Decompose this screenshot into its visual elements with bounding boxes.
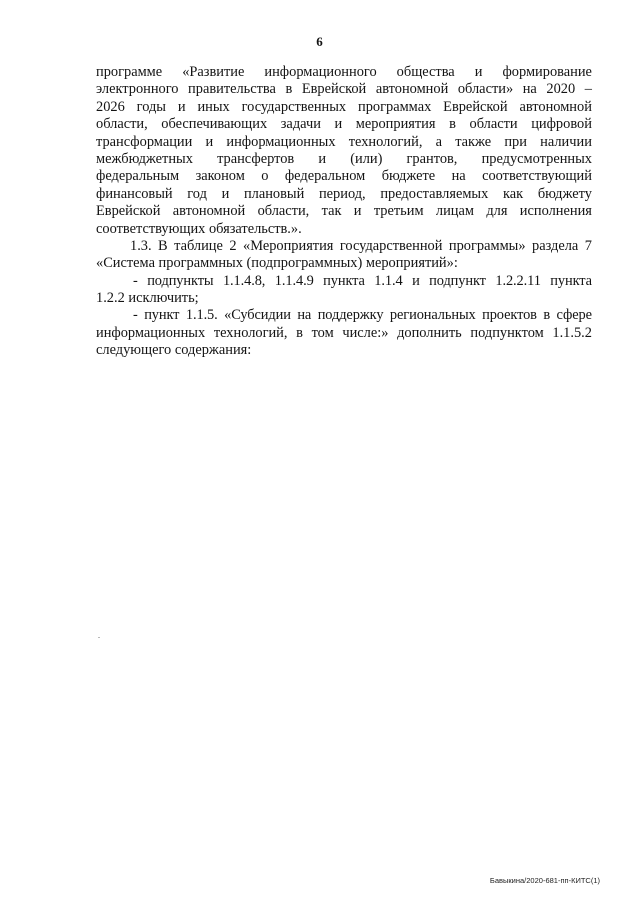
- paragraph-program-description: [96, 64, 592, 238]
- text-line: [96, 168, 592, 185]
- word: наличии: [540, 133, 592, 150]
- word: -: [133, 307, 138, 324]
- word: области: [469, 116, 518, 133]
- paragraph-table-amendment: [96, 238, 592, 273]
- word: и: [334, 116, 343, 133]
- document-body: [96, 64, 592, 360]
- word: обеспечивающих: [161, 116, 268, 133]
- word: региональных: [389, 307, 476, 324]
- word: формирование: [502, 64, 592, 80]
- word: 1.1.4.9: [274, 272, 314, 289]
- word: числе:»: [342, 324, 389, 341]
- word: программе: [96, 64, 163, 80]
- word: бюджету: [537, 185, 592, 202]
- word: 1.1.4: [374, 272, 403, 289]
- text-line: [96, 134, 592, 151]
- word: грантов,: [406, 150, 458, 167]
- word: информационных: [226, 133, 336, 150]
- word: плановый: [243, 185, 305, 202]
- word: иных: [197, 98, 230, 115]
- word: федеральным: [96, 168, 180, 185]
- word: «Развитие: [182, 64, 245, 80]
- word: проектов: [482, 307, 537, 324]
- text-line-last: следующего содержания:: [96, 342, 252, 359]
- word: правительства: [188, 81, 276, 98]
- word: том: [311, 324, 334, 341]
- word: программы»: [448, 237, 526, 254]
- word: в: [296, 324, 303, 341]
- word: раздела: [532, 237, 579, 254]
- word: подпункт: [429, 272, 486, 289]
- word: подпункты: [147, 272, 214, 289]
- text-line: [96, 151, 592, 168]
- word: пункта: [550, 272, 592, 289]
- word: –: [584, 81, 592, 98]
- word: 1.2.2.11: [495, 272, 541, 289]
- word: для: [486, 203, 508, 220]
- word: годы: [136, 98, 166, 115]
- text-line: [96, 99, 592, 116]
- text-line: [96, 307, 592, 324]
- word: технологий,: [348, 133, 423, 150]
- word: год: [187, 185, 207, 202]
- word: области»: [457, 81, 514, 98]
- word: предусмотренных: [481, 150, 592, 167]
- word: и: [318, 150, 327, 167]
- word: 2026: [96, 98, 125, 115]
- text-line: [96, 273, 592, 290]
- word: а: [435, 133, 442, 150]
- word: как: [502, 185, 524, 202]
- word: 2020: [546, 81, 576, 98]
- word: в: [285, 81, 293, 98]
- word: в: [449, 116, 456, 133]
- text-line: [96, 325, 592, 342]
- word: автономной: [519, 98, 592, 115]
- word: соответствующий: [482, 168, 592, 185]
- word: программах: [358, 98, 432, 115]
- word: автономной: [375, 81, 449, 98]
- word: государственных: [241, 98, 347, 115]
- word: общества: [396, 64, 455, 80]
- word: на: [522, 81, 537, 98]
- document-footer-code: Бавыкина/2020-681-пп-КИТС(1): [489, 876, 600, 885]
- word: 7: [584, 237, 592, 254]
- word: и: [205, 133, 214, 150]
- word: 2: [229, 237, 237, 254]
- word: на: [297, 307, 312, 324]
- text-line-last: «Система программных (подпрограммных) мероприятий»:: [96, 255, 458, 272]
- word: на: [451, 168, 466, 185]
- word: финансовый: [96, 185, 173, 202]
- page-number: 6: [316, 34, 323, 49]
- word: государственной: [339, 237, 443, 254]
- paragraph-delete-subitems: [96, 273, 592, 308]
- word: автономной: [172, 203, 246, 220]
- word: и: [412, 272, 420, 289]
- word: лицам: [435, 203, 474, 220]
- word: и: [221, 185, 230, 202]
- text-line: [96, 186, 592, 203]
- word: поддержку: [317, 307, 384, 324]
- word: в: [543, 307, 551, 324]
- word: технологий,: [213, 324, 288, 341]
- word: сфере: [556, 307, 592, 324]
- word: (или): [350, 150, 383, 167]
- word: информационного: [264, 64, 377, 80]
- word: -: [133, 272, 138, 289]
- word: дополнить: [397, 324, 462, 341]
- word: информационных: [96, 324, 206, 341]
- word: В: [158, 237, 168, 254]
- word: законом: [195, 168, 245, 185]
- text-line-last: соответствующих обязательств.».: [96, 220, 302, 237]
- word: о: [261, 168, 269, 185]
- text-line: [96, 64, 592, 81]
- text-line: [96, 116, 592, 133]
- word: межбюджетных: [96, 150, 193, 167]
- scan-speck: [98, 637, 100, 638]
- word: так: [321, 203, 342, 220]
- word: электронного: [96, 81, 179, 98]
- word: также: [455, 133, 492, 150]
- word: пункта: [323, 272, 365, 289]
- word: 1.1.4.8,: [222, 272, 266, 289]
- word: и: [177, 98, 186, 115]
- word: пункт: [144, 307, 180, 324]
- word: области,: [257, 203, 310, 220]
- word: мероприятия: [355, 116, 436, 133]
- word: области,: [96, 116, 148, 133]
- word: 1.1.5.2: [552, 324, 592, 341]
- word: Еврейской: [96, 203, 161, 220]
- word: и: [353, 203, 362, 220]
- word: трансфертов: [217, 150, 295, 167]
- text-line: [96, 81, 592, 98]
- word: подпунктом: [470, 324, 544, 341]
- word: «Субсидии: [224, 307, 291, 324]
- word: исполнения: [519, 203, 592, 220]
- text-line-last: 1.2.2 исключить;: [96, 290, 199, 307]
- text-line: [96, 203, 592, 220]
- word: предоставляемых: [380, 185, 489, 202]
- word: 1.3.: [130, 237, 152, 254]
- word: и: [474, 64, 483, 80]
- word: Еврейской: [443, 98, 508, 115]
- text-line: [96, 238, 592, 255]
- word: третьим: [373, 203, 424, 220]
- word: трансформации: [96, 133, 193, 150]
- word: бюджете: [381, 168, 436, 185]
- word: «Мероприятия: [243, 237, 334, 254]
- word: период,: [318, 185, 366, 202]
- word: при: [504, 133, 527, 150]
- paragraph-add-subitem: [96, 307, 592, 359]
- word: задачи: [280, 116, 321, 133]
- word: цифровой: [531, 116, 592, 133]
- word: федеральном: [284, 168, 366, 185]
- word: таблице: [174, 237, 223, 254]
- word: Еврейской: [301, 81, 367, 98]
- word: 1.1.5.: [185, 307, 218, 324]
